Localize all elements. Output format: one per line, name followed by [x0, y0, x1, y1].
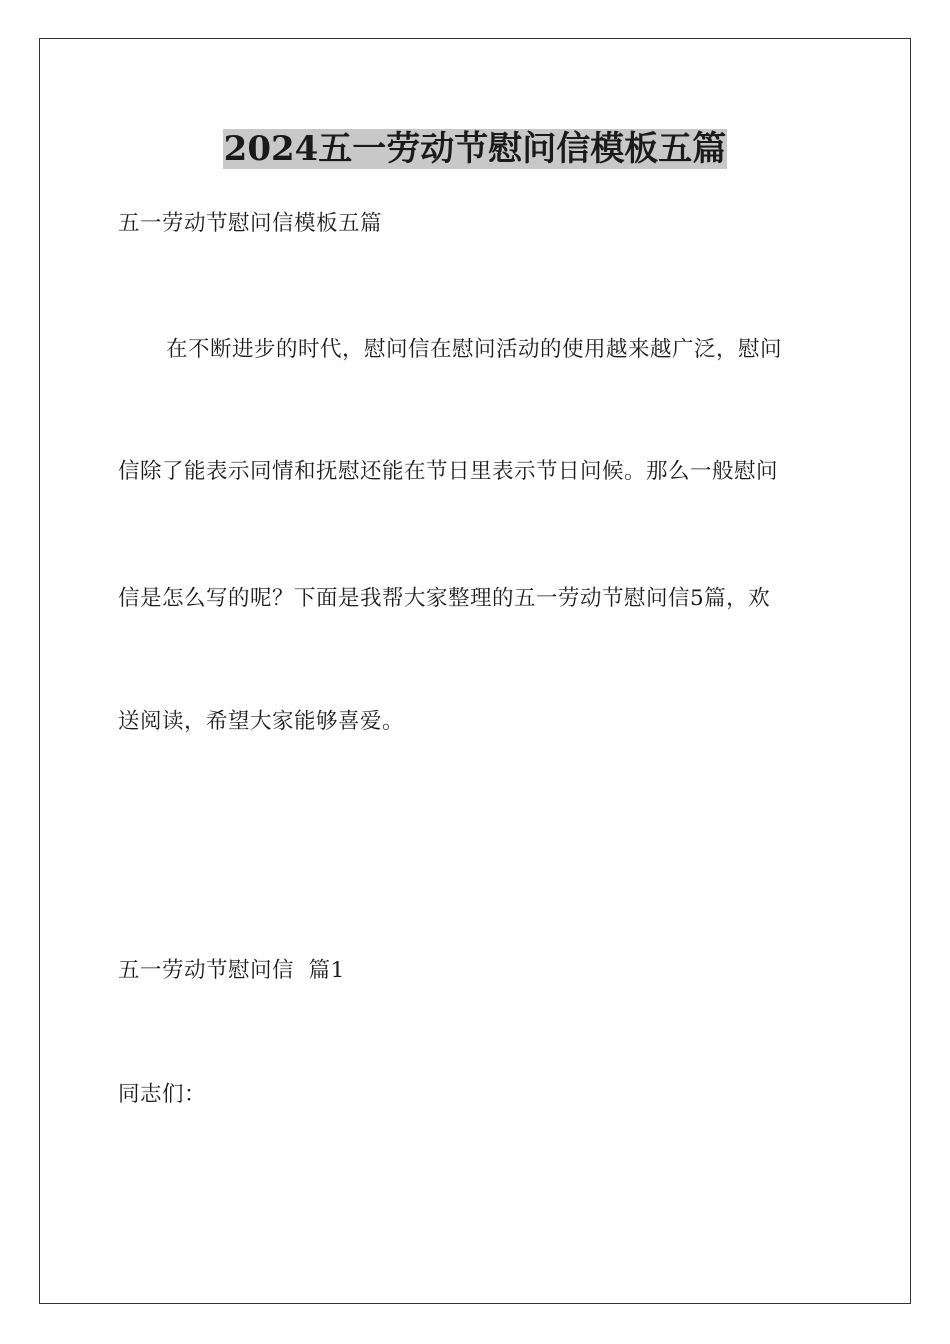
letter-greeting: 同志们：: [118, 1082, 207, 1107]
intro-line-2: 信除了能表示同情和抚慰还能在节日里表示节日问候。那么一般慰问: [118, 459, 779, 484]
document-title-text: 2024五一劳动节慰问信模板五篇: [223, 129, 727, 169]
intro-line-3: 信是怎么写的呢？下面是我帮大家整理的五一劳动节慰问信5篇，欢: [118, 586, 771, 611]
document-title: [0, 127, 950, 171]
intro-line-1: 在不断进步的时代，慰问信在慰问活动的使用越来越广泛，慰问: [166, 337, 783, 362]
document-subtitle: 五一劳动节慰问信模板五篇: [118, 211, 383, 236]
section-heading: 五一劳动节慰问信 篇1: [118, 958, 345, 983]
intro-line-4: 送阅读，希望大家能够喜爱。: [118, 709, 405, 734]
